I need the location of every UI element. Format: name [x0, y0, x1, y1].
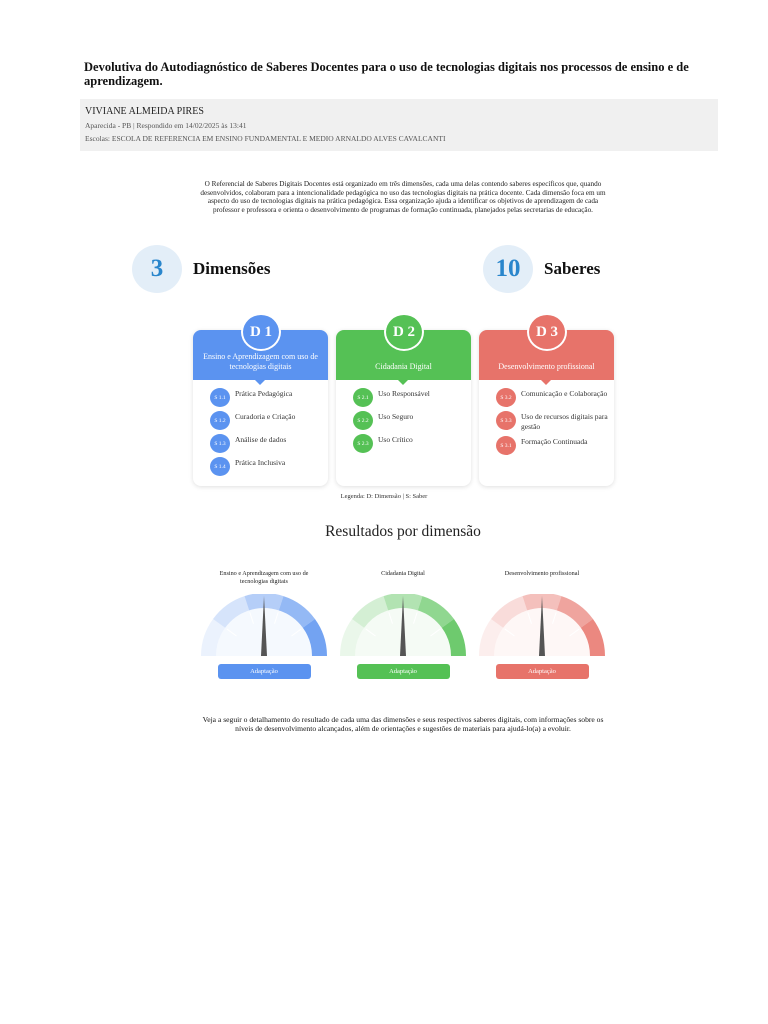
page-title: Devolutiva do Autodiagnóstico de Saberes Docentes para o uso de tecnologias digitais nos processos de ensino e de aprendizagem. [84, 60, 689, 88]
saber-label: Prática Pedagógica [235, 389, 293, 398]
dimension-card-header [193, 323, 328, 380]
gauge-level-pill: Adaptação [496, 664, 589, 679]
saber-item [496, 436, 614, 455]
header-pointer [541, 380, 551, 385]
saber-code-badge: S 3.1 [496, 436, 516, 455]
saber-label: Uso Crítico [378, 435, 413, 444]
dimension-title: Ensino e Aprendizagem com uso de tecnologias digitais [203, 352, 318, 371]
saber-label: Comunicação e Colaboração [521, 389, 608, 398]
intro-paragraph: O Referencial de Saberes Digitais Docentes está organizado em três dimensões, cada uma delas contendo saberes específicos que, quando desenvolvidos, colaboram para a intencionalidade pedagógica no uso das tecnologias digitais na prática docente. Cada dimensão foca em um aspecto do uso de tecnologias digitais na prática pedagógica. Essa organização ajuda a identificar os objetivos de aprendizagem de cada professor e professora e orienta o desenvolvimento de programas de formação continuada, planejados pelas secretarias de educação. [200, 180, 606, 214]
respondent-location-date: Aparecida - PB | Respondido em 14/02/2025 às 13:41 [85, 121, 247, 130]
header-pointer [255, 380, 265, 385]
dimensions-label: Dimensões [193, 259, 271, 278]
saber-code-badge: S 1.4 [210, 457, 230, 476]
respondent-info [80, 99, 718, 151]
saber-item [353, 411, 471, 430]
gauge-dial [199, 594, 329, 658]
gauge-d3 [477, 568, 607, 679]
legend: Legenda: D: Dimensão | S: Saber [340, 493, 428, 500]
saber-code-badge: S 2.3 [353, 434, 373, 453]
saberes-stat [483, 245, 600, 293]
saber-label: Análise de dados [235, 435, 287, 444]
saber-item [210, 434, 328, 453]
saber-label: Uso de recursos digitais para gestão [521, 412, 608, 431]
saber-code-badge: S 2.1 [353, 388, 373, 407]
dimension-card-d2 [336, 323, 471, 486]
saber-code-badge: S 3.3 [496, 411, 516, 430]
saber-item [496, 411, 614, 432]
gauge-level-pill: Adaptação [357, 664, 450, 679]
gauge-d2 [338, 568, 468, 679]
dimension-badge: D 1 [241, 313, 281, 351]
dimension-badge: D 2 [384, 313, 424, 351]
header-pointer [398, 380, 408, 385]
saberes-count: 10 [483, 245, 533, 293]
saber-label: Formação Continuada [521, 437, 588, 446]
dimension-card-header [336, 323, 471, 380]
gauge-title: Cidadania Digital [381, 570, 425, 577]
saber-code-badge: S 1.2 [210, 411, 230, 430]
gauge-d1 [199, 568, 329, 679]
saber-item [210, 388, 328, 407]
saber-code-badge: S 2.2 [353, 411, 373, 430]
dimensions-stat [132, 245, 270, 293]
saber-item [353, 388, 471, 407]
gauge-title: Ensino e Aprendizagem com uso de tecnologias digitais [219, 570, 309, 585]
saber-label: Uso Seguro [378, 412, 414, 421]
saberes-label: Saberes [544, 259, 601, 278]
saber-code-badge: S 1.1 [210, 388, 230, 407]
results-title: Resultados por dimensão [325, 523, 481, 540]
respondent-name: VIVIANE ALMEIDA PIRES [85, 106, 204, 117]
respondent-schools: Escolas: ESCOLA DE REFERENCIA EM ENSINO FUNDAMENTAL E MEDIO ARNALDO ALVES CAVALCANTI [85, 134, 446, 143]
gauge-title: Desenvolvimento profissional [504, 570, 580, 577]
dimension-badge: D 3 [527, 313, 567, 351]
gauge-dial [338, 594, 468, 658]
dimension-title: Cidadania Digital [375, 361, 432, 371]
dimension-title: Desenvolvimento profissional [498, 361, 595, 371]
outro-paragraph: Veja a seguir o detalhamento do resultado de cada uma das dimensões e seus respectivos saberes digitais, com informações sobre os níveis de desenvolvimento alcançados, além de orientações e sugestões de materiais para ajudá-lo(a) a evoluir. [202, 715, 604, 734]
dimension-card-header [479, 323, 614, 380]
saber-label: Prática Inclusiva [235, 458, 286, 467]
saber-code-badge: S 3.2 [496, 388, 516, 407]
dimension-card-d3 [479, 323, 614, 486]
gauge-level-pill: Adaptação [218, 664, 311, 679]
gauge-dial [477, 594, 607, 658]
saber-item [496, 388, 614, 407]
saber-label: Curadoria e Criação [235, 412, 296, 421]
saber-item [210, 457, 328, 476]
dimension-card-d1 [193, 323, 328, 486]
saber-code-badge: S 1.3 [210, 434, 230, 453]
saber-label: Uso Responsável [378, 389, 430, 398]
saber-item [353, 434, 471, 453]
dimensions-count: 3 [132, 245, 182, 293]
saber-item [210, 411, 328, 430]
